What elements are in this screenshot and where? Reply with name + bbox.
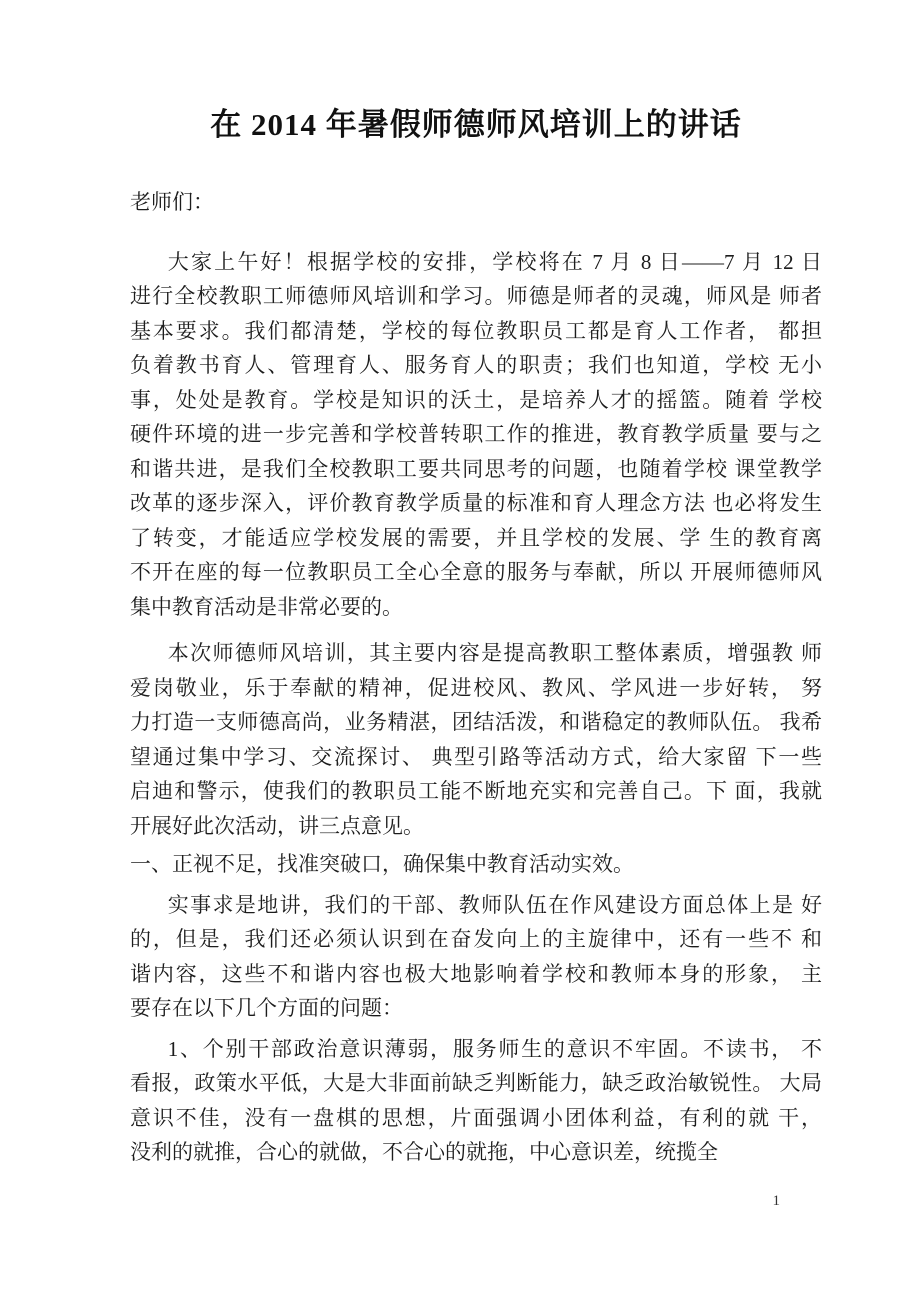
page-number: 1	[772, 1193, 780, 1209]
text-line: 大家上午好！根据学校的安排，学校将在 7 月 8 日——7 月 12 日	[167, 249, 822, 274]
text-line: 的，但是，我们还必须认识到在奋发向上的主旋律中，还有一些不 和	[130, 927, 822, 951]
text-line: 和谐共进，是我们全校教职工要共同思考的问题，也随着学校 课堂教学	[130, 456, 822, 481]
paragraph	[130, 636, 822, 843]
page-footer	[773, 1192, 781, 1210]
paragraph	[130, 245, 822, 625]
paragraph	[130, 888, 822, 1026]
page-title: 在 2014 年暑假师德师风培训上的讲话	[210, 107, 742, 142]
text-line: 望通过集中学习、交流探讨、 典型引路等活动方式，给大家留 下一些	[130, 744, 822, 769]
salutation	[130, 185, 822, 220]
text-line: 本次师德师风培训，其主要内容是提高教职工整体素质，增强教 师	[167, 641, 822, 665]
text-line: 力打造一支师德高尚，业务精湛，团结活泼，和谐稳定的教师队伍。 我希	[130, 710, 822, 734]
text-line: 要存在以下几个方面的问题：	[130, 996, 403, 1020]
text-line: 不开在座的每一位教职员工全心全意的服务与奉献，所以 开展师德师风	[130, 560, 822, 584]
text-line: 开展好此次活动，讲三点意见。	[130, 813, 424, 838]
text-line: 1、个别干部政治意识薄弱，服务师生的意识不牢固。不读书， 不	[167, 1036, 822, 1061]
text-line: 硬件环境的进一步完善和学校普转职工作的推进，教育教学质量 要与之	[130, 422, 822, 446]
text-line: 负着教书育人、管理育人、服务育人的职责；我们也知道，学校 无小	[130, 353, 822, 377]
text-line: 改革的逐步深入，评价教育教学质量的标准和育人理念方法 也必将发生	[130, 491, 822, 515]
text-line: 谐内容，这些不和谐内容也极大地影响着学校和教师本身的形象， 主	[130, 961, 822, 986]
paragraph	[130, 1032, 822, 1170]
text-line: 爱岗敬业，乐于奉献的精神，促进校风、教风、学风进一步好转， 努	[130, 675, 822, 700]
text-line: 集中教育活动是非常必要的。	[130, 594, 403, 619]
text-line: 一、正视不足，找准突破口，确保集中教育活动实效。	[130, 852, 634, 876]
text-line: 基本要求。我们都清楚，学校的每位教职员工都是育人工作者， 都担	[130, 318, 822, 343]
text-line: 了转变，才能适应学校发展的需要，并且学校的发展、学 生的教育离	[130, 525, 822, 550]
text-line: 看报，政策水平低，大是大非面前缺乏判断能力，缺乏政治敏锐性。 大局	[130, 1071, 822, 1095]
text-line: 没利的就推，合心的就做，不合心的就拖，中心意识差，统揽全	[130, 1140, 718, 1164]
text-line: 进行全校教职工师德师风培训和学习。师德是师者的灵魂，师风是 师者	[130, 284, 822, 308]
text-line: 启迪和警示，使我们的教职员工能不断地充实和完善自己。下 面，我就	[130, 779, 822, 803]
text-line: 事，处处是教育。学校是知识的沃土，是培养人才的摇篮。随着 学校	[130, 387, 822, 412]
text-line: 实事求是地讲，我们的干部、教师队伍在作风建设方面总体上是 好	[167, 892, 822, 917]
text-line: 意识不佳，没有一盘棋的思想，片面强调小团体利益，有利的就 干，	[130, 1105, 822, 1130]
document-body	[130, 185, 822, 1170]
text-line: 老师们：	[130, 190, 214, 214]
section-heading	[130, 847, 822, 882]
